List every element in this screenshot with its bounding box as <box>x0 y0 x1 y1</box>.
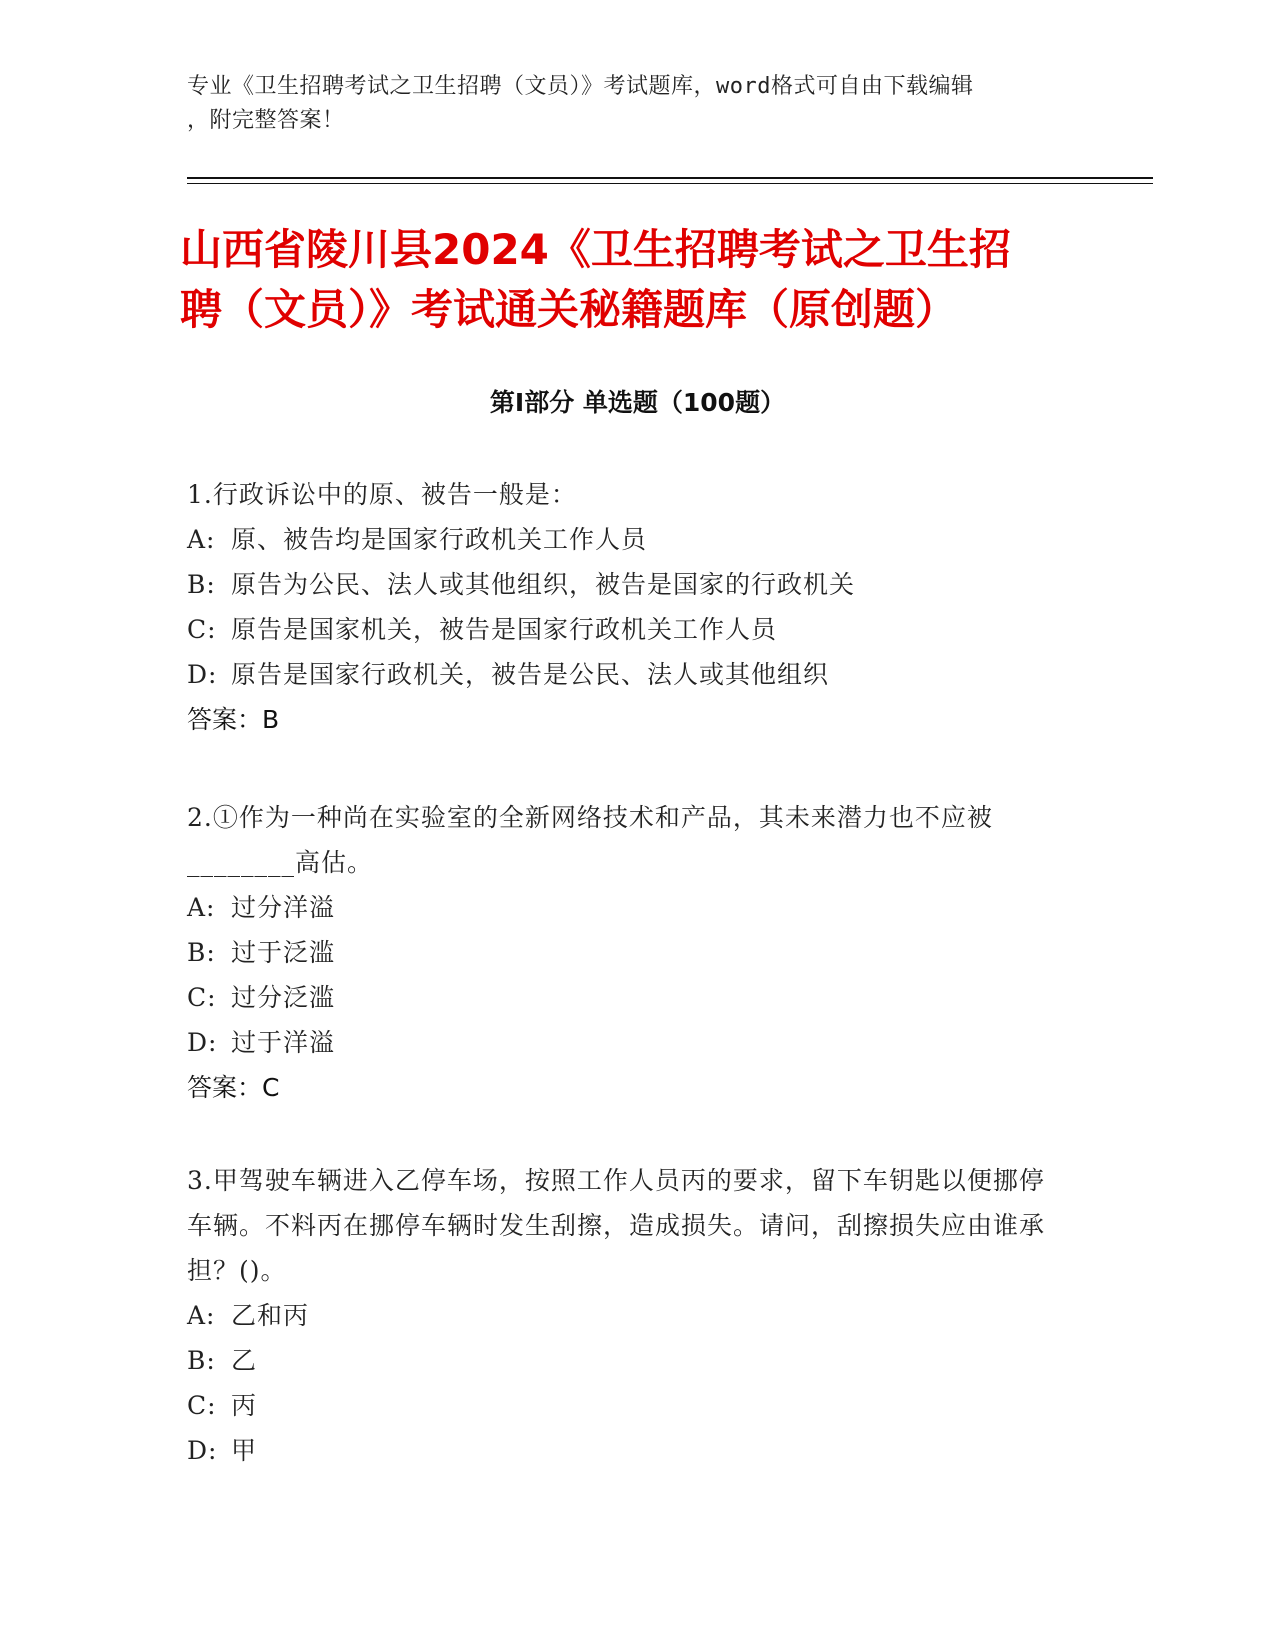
header-line-1: 专业《卫生招聘考试之卫生招聘（文员）》考试题库，word格式可自由下载编辑 <box>187 74 974 99</box>
document-title <box>180 220 1100 340</box>
question-stem: 3.甲驾驶车辆进入乙停车场，按照工作人员丙的要求，留下车钥匙以便挪停车辆。不料丙在挪停车辆时发生刮擦，造成损失。请问，刮擦损失应由谁承担？()。 <box>187 1166 1046 1285</box>
option-letter: A: <box>187 1301 216 1330</box>
header-divider-thin <box>187 183 1153 184</box>
answer: 答案：C <box>187 1073 280 1102</box>
option-a <box>187 885 1067 930</box>
question-stem: 1.行政诉讼中的原、被告一般是： <box>187 480 577 509</box>
option-text: 原告是国家机关，被告是国家行政机关工作人员 <box>231 615 778 644</box>
option-b <box>187 930 1067 975</box>
option-text: 过分泛滥 <box>231 983 336 1012</box>
option-text: 原告为公民、法人或其他组织，被告是国家的行政机关 <box>231 570 856 599</box>
option-text: 过于泛滥 <box>231 938 336 967</box>
option-text: 甲 <box>231 1436 258 1465</box>
option-letter: A: <box>187 525 216 554</box>
option-text: 原告是国家行政机关，被告是公民、法人或其他组织 <box>231 660 830 689</box>
option-letter: D: <box>187 1028 218 1057</box>
option-letter: C: <box>187 615 217 644</box>
question-3 <box>187 1158 1067 1473</box>
option-d <box>187 1428 1067 1473</box>
option-a <box>187 1293 1067 1338</box>
section-heading: 第Ⅰ部分 单选题（100题） <box>489 388 786 417</box>
option-b <box>187 1338 1067 1383</box>
question-2 <box>187 795 1067 1110</box>
option-letter: A: <box>187 893 216 922</box>
title-line-1: 山西省陵川县2024《卫生招聘考试之卫生招 <box>180 225 1011 274</box>
question-1 <box>187 472 1067 742</box>
option-text: 过于洋溢 <box>231 1028 336 1057</box>
option-c <box>187 975 1067 1020</box>
option-c <box>187 1383 1067 1428</box>
option-d <box>187 1020 1067 1065</box>
option-text: 原、被告均是国家行政机关工作人员 <box>231 525 648 554</box>
option-c <box>187 607 1067 652</box>
option-letter: B: <box>187 938 216 967</box>
answer: 答案：B <box>187 705 280 734</box>
option-letter: C: <box>187 983 217 1012</box>
question-stem: 2.①作为一种尚在实验室的全新网络技术和产品，其未来潜力也不应被________高估。 <box>187 803 993 877</box>
page-header <box>187 70 1087 138</box>
header-line-2: ，附完整答案！ <box>187 108 345 133</box>
option-letter: B: <box>187 570 216 599</box>
option-a <box>187 517 1067 562</box>
option-letter: D: <box>187 1436 218 1465</box>
title-line-2: 聘（文员）》考试通关秘籍题库（原创题） <box>180 285 958 334</box>
option-letter: B: <box>187 1346 216 1375</box>
option-letter: D: <box>187 660 218 689</box>
option-text: 乙 <box>231 1346 258 1375</box>
option-text: 丙 <box>231 1391 258 1420</box>
option-d <box>187 652 1067 697</box>
header-divider <box>187 177 1153 179</box>
option-b <box>187 562 1067 607</box>
option-text: 过分洋溢 <box>231 893 336 922</box>
option-letter: C: <box>187 1391 217 1420</box>
option-text: 乙和丙 <box>231 1301 310 1330</box>
